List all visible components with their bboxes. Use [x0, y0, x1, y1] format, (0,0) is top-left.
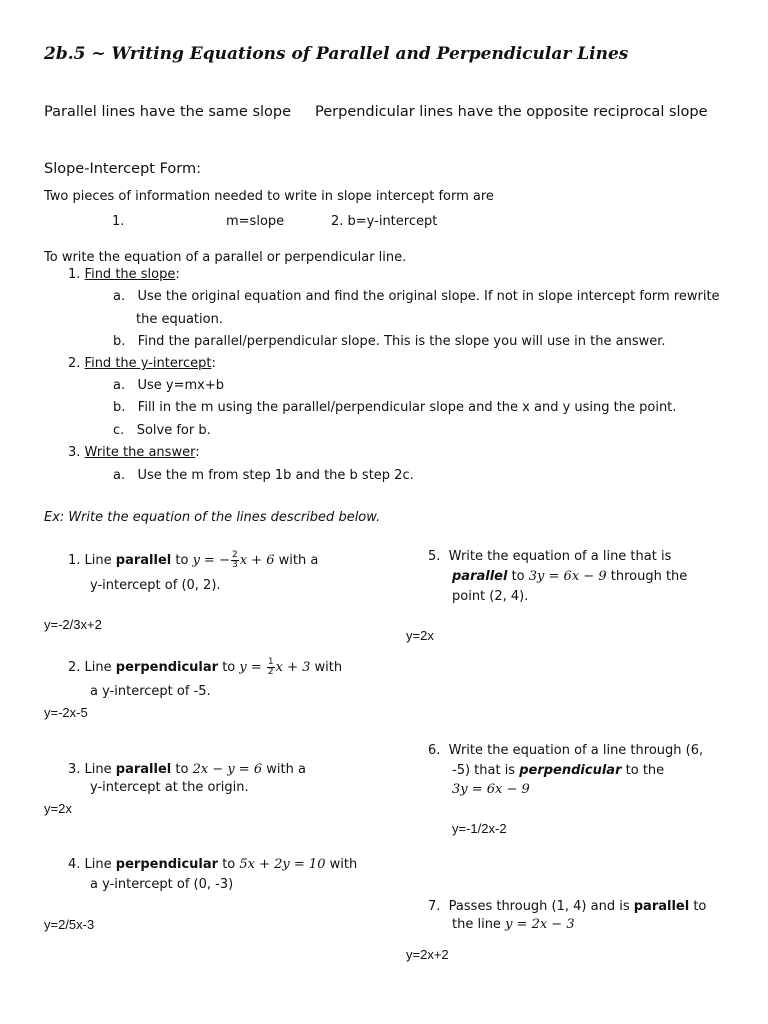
problem-text: with — [310, 660, 343, 675]
problem-6-line-2 — [452, 763, 664, 778]
step-colon: : — [211, 356, 216, 371]
problem-text: to — [171, 553, 193, 568]
step-text: Fill in the m using the parallel/perpendicular slope and the x and y using the point. — [137, 400, 677, 415]
problem-4-line-2: a y-intercept of (0, -3) — [90, 877, 234, 892]
step-title: Find the y-intercept — [84, 356, 212, 371]
step-number: 1. — [68, 267, 81, 282]
step-number: 3. — [68, 445, 81, 460]
problem-text: Write the equation of a line through (6, — [448, 743, 704, 758]
problem-number: 6. — [428, 743, 441, 758]
equation: 5x + 2y = 10 — [239, 857, 326, 872]
problem-text: to — [171, 762, 193, 777]
step-text: Use the original equation and find the original slope. If not in slope intercept form rewrite — [137, 289, 720, 304]
fraction-denominator: 3 — [231, 560, 238, 570]
equation: x + 6 — [239, 553, 275, 568]
step-colon: : — [195, 445, 200, 460]
step-title: Write the answer — [84, 445, 196, 460]
problem-text: to — [689, 899, 707, 914]
fraction — [267, 658, 275, 677]
two-pieces-text: Two pieces of information needed to write in slope intercept form are — [44, 189, 494, 204]
problem-2-line-2: a y-intercept of -5. — [90, 684, 211, 699]
problem-keyword: parallel — [633, 899, 690, 914]
problem-number: 2. — [68, 660, 81, 675]
problem-3 — [68, 762, 306, 777]
answer-4: y=2/5x-3 — [44, 917, 95, 932]
problem-3-line-2: y-intercept at the origin. — [90, 780, 249, 795]
problem-text: to the — [621, 763, 665, 778]
step-number: 2. — [68, 356, 81, 371]
step-2 — [68, 356, 216, 371]
answer-3: y=2x — [44, 801, 72, 816]
problem-text: Write the equation of a line that is — [448, 549, 672, 564]
problem-4 — [68, 857, 357, 872]
answer-5: y=2x — [406, 628, 434, 643]
problem-text: to — [218, 660, 240, 675]
problem-5 — [428, 549, 671, 564]
problem-5-line-3: point (2, 4). — [452, 589, 529, 604]
answer-2: y=-2x-5 — [44, 705, 88, 720]
step-title: Find the slope — [84, 267, 176, 282]
step-colon: : — [175, 267, 180, 282]
step-text: Use y=mx+b — [137, 378, 225, 393]
example-heading: Ex: Write the equation of the lines described below. — [44, 510, 381, 525]
answer-6: y=-1/2x-2 — [452, 821, 507, 836]
problem-keyword: parallel — [115, 762, 172, 777]
step-2b — [113, 400, 676, 415]
equation: y = — [239, 660, 266, 675]
problem-text: Line — [84, 553, 116, 568]
problem-text: Passes through (1, 4) and is — [448, 899, 634, 914]
step-label: c. — [113, 423, 125, 438]
slope-intercept-heading: Slope-Intercept Form: — [44, 161, 201, 177]
problem-6-equation: 3y = 6x − 9 — [452, 782, 530, 797]
problem-7-line-2 — [452, 917, 575, 932]
step-label: a. — [113, 378, 126, 393]
equation: y = − — [192, 553, 230, 568]
problem-5-line-2 — [452, 569, 687, 584]
problem-text: to — [507, 569, 529, 584]
equation: x + 3 — [275, 660, 311, 675]
problem-text: with — [325, 857, 358, 872]
step-2a — [113, 378, 224, 393]
step-text: Solve for b. — [136, 423, 211, 438]
steps-intro: To write the equation of a parallel or perpendicular line. — [44, 250, 407, 265]
problem-1 — [68, 551, 318, 570]
problem-text: Line — [84, 762, 116, 777]
step-3 — [68, 445, 200, 460]
step-1 — [68, 267, 180, 282]
step-1b — [113, 334, 666, 349]
step-text: Find the parallel/perpendicular slope. This is the slope you will use in the answer. — [137, 334, 666, 349]
problem-keyword: perpendicular — [115, 857, 219, 872]
page-title: 2b.5 ~ Writing Equations of Parallel and Perpendicular Lines — [44, 44, 629, 64]
problem-keyword: perpendicular — [519, 763, 622, 778]
piece-1-number: 1. — [112, 214, 125, 229]
problem-number: 1. — [68, 553, 81, 568]
problem-number: 7. — [428, 899, 441, 914]
problem-number: 3. — [68, 762, 81, 777]
answer-7: y=2x+2 — [406, 947, 449, 962]
step-label: a. — [113, 289, 126, 304]
fraction-denominator: 2 — [267, 667, 274, 677]
problem-text: to — [218, 857, 240, 872]
step-label: a. — [113, 468, 126, 483]
piece-1-text: m=slope — [226, 214, 285, 229]
problem-keyword: perpendicular — [115, 660, 219, 675]
perpendicular-note: Perpendicular lines have the opposite reciprocal slope — [315, 104, 708, 120]
problem-text: through the — [606, 569, 688, 584]
answer-1: y=-2/3x+2 — [44, 617, 102, 632]
problem-text: with a — [274, 553, 319, 568]
problem-text: with a — [262, 762, 306, 777]
problem-keyword: parallel — [115, 553, 172, 568]
equation: 3y = 6x − 9 — [528, 569, 607, 584]
problem-text: the line — [452, 917, 506, 932]
step-1a — [113, 289, 720, 304]
problem-6 — [428, 743, 703, 758]
problem-1-line-2: y-intercept of (0, 2). — [90, 578, 221, 593]
problem-text: Line — [84, 857, 116, 872]
step-label: b. — [113, 400, 126, 415]
step-text: Use the m from step 1b and the b step 2c. — [137, 468, 414, 483]
step-2c — [113, 423, 211, 438]
problem-text: Line — [84, 660, 116, 675]
problem-text: -5) that is — [452, 763, 520, 778]
fraction — [231, 551, 239, 570]
equation: y = 2x − 3 — [505, 917, 575, 932]
step-label: b. — [113, 334, 126, 349]
problem-2 — [68, 658, 342, 677]
fraction-numerator: 1 — [267, 657, 274, 667]
piece-2-text: 2. b=y-intercept — [331, 214, 438, 229]
problem-number: 4. — [68, 857, 81, 872]
problem-7 — [428, 899, 706, 914]
problem-keyword: parallel — [452, 569, 508, 584]
step-1a-continued: the equation. — [136, 312, 223, 327]
problem-number: 5. — [428, 549, 441, 564]
fraction-numerator: 2 — [231, 550, 238, 560]
step-3a — [113, 468, 414, 483]
equation: 2x − y = 6 — [192, 762, 263, 777]
parallel-note: Parallel lines have the same slope — [44, 104, 292, 120]
